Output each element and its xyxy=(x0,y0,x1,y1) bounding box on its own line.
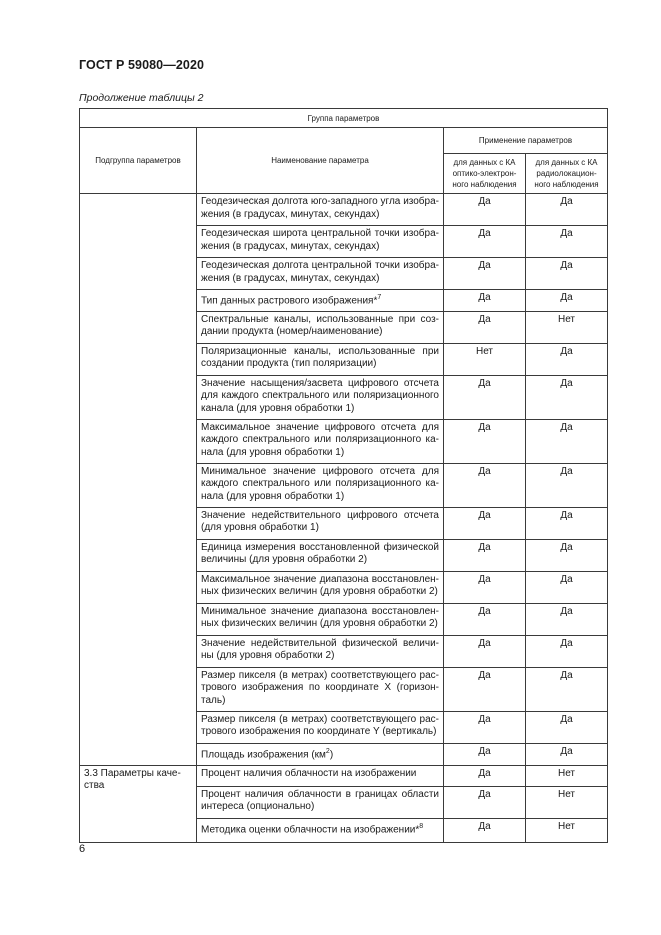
optical-value: Да xyxy=(444,635,526,667)
radar-value: Да xyxy=(526,375,608,419)
optical-value: Да xyxy=(444,226,526,258)
optical-value: Да xyxy=(444,818,526,842)
optical-value: Да xyxy=(444,571,526,603)
optical-value: Да xyxy=(444,507,526,539)
table-caption: Продолжение таблицы 2 xyxy=(79,92,204,104)
radar-value: Да xyxy=(526,419,608,463)
optical-value: Да xyxy=(444,258,526,290)
footnote-marker: 7 xyxy=(377,294,382,301)
optical-column-header: для данных с КА оптико-электрон-ного наблюдения xyxy=(444,154,526,194)
parameter-name: Размер пикселя (в метрах) соответствующего рас-трового изображения по координате X (горизон-таль) xyxy=(197,667,444,711)
optical-value: Да xyxy=(444,786,526,818)
parameter-name: Спектральные каналы, использованные при соз-дании продукта (номер/наименование) xyxy=(197,311,444,343)
radar-value: Да xyxy=(526,343,608,375)
parameter-name: Площадь изображения $(км^2)$ xyxy=(197,743,444,765)
parameter-name: Процент наличия облачности в границах области интереса (опционально) xyxy=(197,786,444,818)
subgroup-label: 3.3 Параметры каче-ства xyxy=(80,765,197,842)
parameter-name: Геодезическая долгота юго-западного угла изобра-жения (в градусах, минутах, секундах) xyxy=(197,194,444,226)
radar-value: Да xyxy=(526,290,608,312)
optical-value: Да xyxy=(444,375,526,419)
radar-value: Да xyxy=(526,635,608,667)
parameter-name: Минимальное значение диапазона восстановлен-ных физических величин (для уровня обработки 2) xyxy=(197,603,444,635)
optical-value: Да xyxy=(444,463,526,507)
radar-value: Нет xyxy=(526,311,608,343)
radar-value: Да xyxy=(526,226,608,258)
name-column-header: Наименование параметра xyxy=(197,128,444,194)
radar-value: Да xyxy=(526,194,608,226)
radar-value: Да xyxy=(526,743,608,765)
page-number: 6 xyxy=(79,843,86,855)
footnote-marker: 8 xyxy=(419,822,424,830)
table-row xyxy=(80,765,608,786)
radar-value: Да xyxy=(526,539,608,571)
optical-value: Да xyxy=(444,290,526,312)
parameter-name: Максимальное значение диапазона восстановлен-ных физических величин (для уровня обработки 2) xyxy=(197,571,444,603)
radar-column-header: для данных с КА радиолокацион-ного наблюдения xyxy=(526,154,608,194)
table-body xyxy=(80,194,608,843)
radar-value: Да xyxy=(526,603,608,635)
radar-value: Да xyxy=(526,258,608,290)
parameter-name: Геодезическая долгота центральной точки изобра-жения (в градусах, минутах, секундах) xyxy=(197,258,444,290)
parameter-name: Минимальное значение цифрового отсчета для каждого спектрального или поляризационного ка-нала (для уровня обработки 1) xyxy=(197,463,444,507)
optical-value: Да xyxy=(444,603,526,635)
parameter-name: Процент наличия облачности на изображении xyxy=(197,765,444,786)
optical-value: Да xyxy=(444,419,526,463)
radar-value: Да xyxy=(526,507,608,539)
parameter-name: Значение недействительной физической величи-ны (для уровня обработки 2) xyxy=(197,635,444,667)
parameter-name: Размер пикселя (в метрах) соответствующего рас-трового изображения по координате Y (вертикаль) xyxy=(197,711,444,743)
parameter-name: Геодезическая широта центральной точки изобра-жения (в градусах, минутах, секундах) xyxy=(197,226,444,258)
optical-value: Да xyxy=(444,311,526,343)
optical-value: Да xyxy=(444,711,526,743)
radar-value: Да xyxy=(526,571,608,603)
radar-value: Нет xyxy=(526,765,608,786)
radar-value: Нет xyxy=(526,786,608,818)
application-column-header: Применение параметров xyxy=(444,128,608,154)
parameters-table xyxy=(79,108,608,843)
optical-value: Нет xyxy=(444,343,526,375)
parameter-name: Максимальное значение цифрового отсчета для каждого спектрального или поляризационного ка-нала (для уровня обработки 1) xyxy=(197,419,444,463)
document-code: ГОСТ Р 59080—2020 xyxy=(79,58,205,72)
optical-value: Да xyxy=(444,743,526,765)
optical-value: Да xyxy=(444,194,526,226)
parameter-name: Методика оценки облачности на изображении*$^8$ xyxy=(197,818,444,842)
group-header: Группа параметров xyxy=(80,109,608,128)
footnote-marker: 2 xyxy=(325,747,330,755)
subgroup-column-header: Подгруппа параметров xyxy=(80,128,197,194)
radar-value: Да xyxy=(526,463,608,507)
radar-value: Да xyxy=(526,711,608,743)
parameter-name: Значение недействительного цифрового отсчета (для уровня обработки 1) xyxy=(197,507,444,539)
optical-value: Да xyxy=(444,667,526,711)
parameter-name: Поляризационные каналы, использованные при создании продукта (тип поляризации) xyxy=(197,343,444,375)
parameter-name: Тип данных растрового изображения*$^7$ xyxy=(197,290,444,312)
optical-value: Да xyxy=(444,539,526,571)
subgroup-cell-empty xyxy=(80,194,197,766)
parameter-name: Значение насыщения/засвета цифрового отсчета для каждого спектрального или поляризационного канала (для уровня обработки 1) xyxy=(197,375,444,419)
table-row xyxy=(80,194,608,226)
radar-value: Нет xyxy=(526,818,608,842)
parameter-name: Единица измерения восстановленной физической величины (для уровня обработки 2) xyxy=(197,539,444,571)
optical-value: Да xyxy=(444,765,526,786)
radar-value: Да xyxy=(526,667,608,711)
